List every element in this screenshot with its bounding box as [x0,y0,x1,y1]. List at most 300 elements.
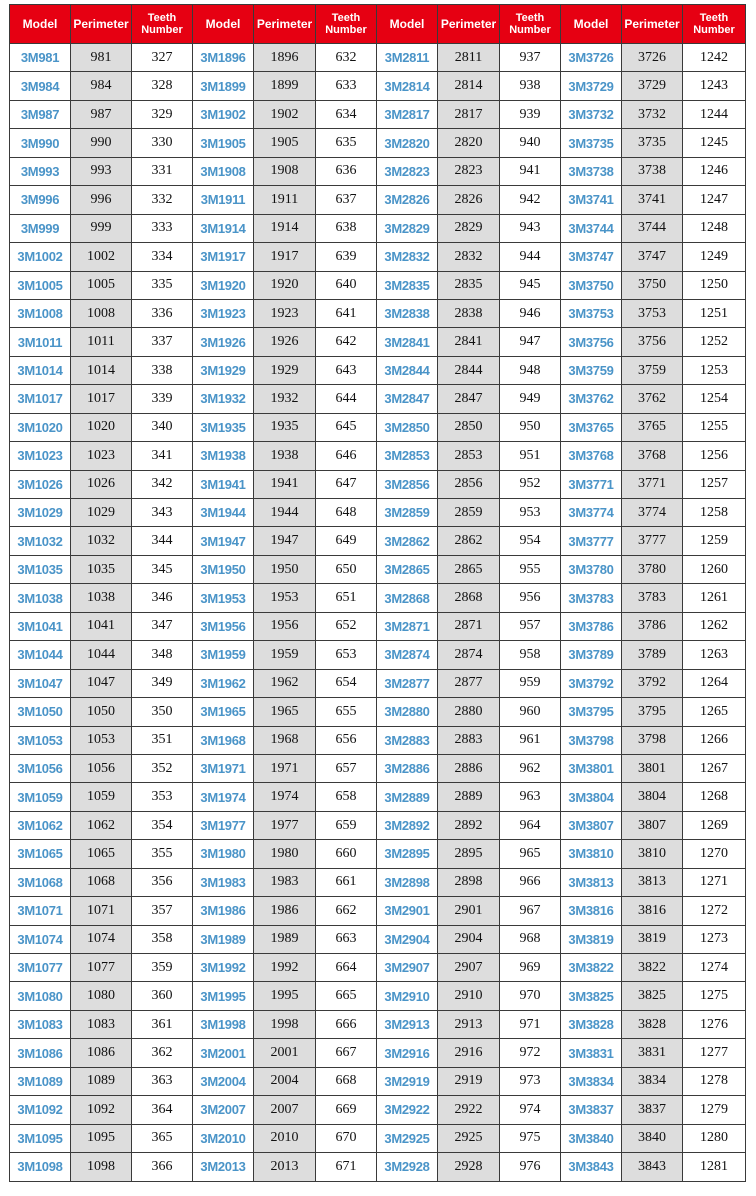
model-cell: 3M1899 [193,72,254,100]
model-cell: 3M2871 [377,612,438,640]
perimeter-cell: 2910 [438,982,500,1010]
teeth-number-cell: 332 [132,186,193,214]
model-cell: 3M1992 [193,954,254,982]
model-cell: 3M3732 [561,100,622,128]
table-row [10,1124,746,1152]
model-cell: 3M1947 [193,527,254,555]
table-row [10,669,746,697]
perimeter-cell: 2901 [438,897,500,925]
perimeter-cell: 1005 [71,271,132,299]
teeth-number-cell: 347 [132,612,193,640]
model-cell: 3M1968 [193,726,254,754]
teeth-number-cell: 954 [500,527,561,555]
model-cell: 3M3759 [561,356,622,384]
model-cell: 3M2823 [377,157,438,185]
model-cell: 3M2913 [377,1010,438,1038]
model-cell: 3M996 [10,186,71,214]
model-cell: 3M1950 [193,555,254,583]
model-cell: 3M1908 [193,157,254,185]
teeth-number-cell: 649 [316,527,377,555]
table-row [10,868,746,896]
perimeter-cell: 990 [71,129,132,157]
teeth-number-cell: 1266 [683,726,746,754]
perimeter-cell: 2889 [438,783,500,811]
table-row [10,925,746,953]
perimeter-cell: 3825 [622,982,683,1010]
model-cell: 3M1932 [193,385,254,413]
teeth-number-cell: 365 [132,1124,193,1152]
model-cell: 3M1905 [193,129,254,157]
perimeter-cell: 2820 [438,129,500,157]
perimeter-cell: 3780 [622,555,683,583]
teeth-number-cell: 1276 [683,1010,746,1038]
teeth-number-cell: 363 [132,1067,193,1095]
model-cell: 3M3816 [561,897,622,925]
perimeter-cell: 3759 [622,356,683,384]
perimeter-cell: 3744 [622,214,683,242]
model-cell: 3M1998 [193,1010,254,1038]
perimeter-cell: 2007 [254,1096,316,1124]
table-row [10,328,746,356]
perimeter-cell: 3750 [622,271,683,299]
perimeter-cell: 1962 [254,669,316,697]
model-cell: 3M3813 [561,868,622,896]
header-perimeter: Perimeter [622,5,683,44]
perimeter-cell: 1923 [254,299,316,327]
model-cell: 3M2013 [193,1153,254,1181]
teeth-number-cell: 938 [500,72,561,100]
model-cell: 3M1944 [193,499,254,527]
model-cell: 3M2850 [377,413,438,441]
perimeter-cell: 1038 [71,584,132,612]
perimeter-cell: 3735 [622,129,683,157]
teeth-number-cell: 646 [316,442,377,470]
perimeter-cell: 1065 [71,840,132,868]
model-cell: 3M1080 [10,982,71,1010]
perimeter-cell: 2874 [438,641,500,669]
model-cell: 3M1083 [10,1010,71,1038]
perimeter-cell: 2838 [438,299,500,327]
model-cell: 3M1068 [10,868,71,896]
perimeter-cell: 1077 [71,954,132,982]
perimeter-cell: 3837 [622,1096,683,1124]
table-row [10,186,746,214]
teeth-number-cell: 351 [132,726,193,754]
teeth-number-cell: 364 [132,1096,193,1124]
model-cell: 3M1050 [10,698,71,726]
perimeter-cell: 1047 [71,669,132,697]
perimeter-cell: 996 [71,186,132,214]
teeth-number-cell: 1265 [683,698,746,726]
teeth-number-cell: 1261 [683,584,746,612]
model-cell: 3M2838 [377,299,438,327]
table-row [10,954,746,982]
teeth-number-cell: 352 [132,754,193,782]
model-cell: 3M1092 [10,1096,71,1124]
teeth-number-cell: 947 [500,328,561,356]
perimeter-cell: 1899 [254,72,316,100]
teeth-number-cell: 1274 [683,954,746,982]
teeth-number-cell: 637 [316,186,377,214]
perimeter-cell: 3729 [622,72,683,100]
model-cell: 3M3837 [561,1096,622,1124]
table-row [10,612,746,640]
teeth-number-cell: 959 [500,669,561,697]
teeth-number-cell: 944 [500,243,561,271]
model-cell: 3M2910 [377,982,438,1010]
model-cell: 3M1038 [10,584,71,612]
teeth-number-cell: 338 [132,356,193,384]
model-cell: 3M3792 [561,669,622,697]
perimeter-cell: 2853 [438,442,500,470]
perimeter-cell: 2907 [438,954,500,982]
teeth-number-cell: 662 [316,897,377,925]
model-cell: 3M1059 [10,783,71,811]
model-cell: 3M1086 [10,1039,71,1067]
perimeter-cell: 1086 [71,1039,132,1067]
perimeter-cell: 2841 [438,328,500,356]
model-cell: 3M3810 [561,840,622,868]
model-cell: 3M3840 [561,1124,622,1152]
perimeter-cell: 1929 [254,356,316,384]
teeth-number-cell: 1248 [683,214,746,242]
model-cell: 3M984 [10,72,71,100]
teeth-number-cell: 976 [500,1153,561,1181]
model-cell: 3M1911 [193,186,254,214]
model-cell: 3M3741 [561,186,622,214]
teeth-number-cell: 668 [316,1067,377,1095]
table-row [10,584,746,612]
model-cell: 3M1971 [193,754,254,782]
model-cell: 3M3795 [561,698,622,726]
teeth-number-cell: 634 [316,100,377,128]
perimeter-cell: 1074 [71,925,132,953]
teeth-number-cell: 1268 [683,783,746,811]
teeth-number-cell: 1244 [683,100,746,128]
header-teeth-number: Teeth Number [132,5,193,44]
teeth-number-cell: 968 [500,925,561,953]
teeth-number-cell: 958 [500,641,561,669]
model-cell: 3M1953 [193,584,254,612]
perimeter-cell: 987 [71,100,132,128]
perimeter-cell: 1014 [71,356,132,384]
teeth-number-cell: 670 [316,1124,377,1152]
teeth-number-cell: 348 [132,641,193,669]
teeth-number-cell: 974 [500,1096,561,1124]
teeth-number-cell: 1246 [683,157,746,185]
perimeter-cell: 1035 [71,555,132,583]
table-header-row [10,5,746,44]
teeth-number-cell: 661 [316,868,377,896]
perimeter-cell: 1041 [71,612,132,640]
model-cell: 3M3765 [561,413,622,441]
teeth-number-cell: 639 [316,243,377,271]
perimeter-cell: 1059 [71,783,132,811]
model-cell: 3M1920 [193,271,254,299]
teeth-number-cell: 350 [132,698,193,726]
table-row [10,243,746,271]
table-row [10,641,746,669]
teeth-number-cell: 335 [132,271,193,299]
teeth-number-cell: 1259 [683,527,746,555]
teeth-number-cell: 1279 [683,1096,746,1124]
perimeter-cell: 2925 [438,1124,500,1152]
table-row [10,299,746,327]
model-cell: 3M1986 [193,897,254,925]
header-teeth-number: Teeth Number [683,5,746,44]
table-row [10,897,746,925]
model-cell: 3M3786 [561,612,622,640]
belt-spec-table-container [9,4,746,1182]
model-cell: 3M2901 [377,897,438,925]
teeth-number-cell: 366 [132,1153,193,1181]
teeth-number-cell: 657 [316,754,377,782]
table-row [10,413,746,441]
teeth-number-cell: 1251 [683,299,746,327]
model-cell: 3M2898 [377,868,438,896]
perimeter-cell: 3732 [622,100,683,128]
table-row [10,271,746,299]
model-cell: 3M1098 [10,1153,71,1181]
teeth-number-cell: 341 [132,442,193,470]
teeth-number-cell: 1245 [683,129,746,157]
perimeter-cell: 3840 [622,1124,683,1152]
teeth-number-cell: 1260 [683,555,746,583]
teeth-number-cell: 336 [132,299,193,327]
model-cell: 3M3804 [561,783,622,811]
model-cell: 3M999 [10,214,71,242]
perimeter-cell: 1914 [254,214,316,242]
perimeter-cell: 1902 [254,100,316,128]
perimeter-cell: 1938 [254,442,316,470]
model-cell: 3M1956 [193,612,254,640]
table-row [10,470,746,498]
perimeter-cell: 3834 [622,1067,683,1095]
model-cell: 3M2886 [377,754,438,782]
table-row [10,555,746,583]
model-cell: 3M3819 [561,925,622,953]
teeth-number-cell: 966 [500,868,561,896]
perimeter-cell: 2829 [438,214,500,242]
table-row [10,982,746,1010]
teeth-number-cell: 346 [132,584,193,612]
model-cell: 3M2880 [377,698,438,726]
model-cell: 3M2883 [377,726,438,754]
model-cell: 3M1965 [193,698,254,726]
model-cell: 3M2010 [193,1124,254,1152]
teeth-number-cell: 656 [316,726,377,754]
teeth-number-cell: 1264 [683,669,746,697]
model-cell: 3M3756 [561,328,622,356]
teeth-number-cell: 1275 [683,982,746,1010]
model-cell: 3M1071 [10,897,71,925]
perimeter-cell: 1998 [254,1010,316,1038]
teeth-number-cell: 1247 [683,186,746,214]
perimeter-cell: 1920 [254,271,316,299]
model-cell: 3M1047 [10,669,71,697]
model-cell: 3M2841 [377,328,438,356]
teeth-number-cell: 361 [132,1010,193,1038]
teeth-number-cell: 973 [500,1067,561,1095]
teeth-number-cell: 948 [500,356,561,384]
table-row [10,385,746,413]
perimeter-cell: 1056 [71,754,132,782]
model-cell: 3M3825 [561,982,622,1010]
perimeter-cell: 1989 [254,925,316,953]
teeth-number-cell: 659 [316,811,377,839]
perimeter-cell: 1983 [254,868,316,896]
perimeter-cell: 2904 [438,925,500,953]
model-cell: 3M3807 [561,811,622,839]
teeth-number-cell: 333 [132,214,193,242]
teeth-number-cell: 950 [500,413,561,441]
perimeter-cell: 1932 [254,385,316,413]
model-cell: 3M1917 [193,243,254,271]
table-row [10,840,746,868]
model-cell: 3M993 [10,157,71,185]
model-cell: 3M1089 [10,1067,71,1095]
model-cell: 3M1002 [10,243,71,271]
model-cell: 3M2922 [377,1096,438,1124]
perimeter-cell: 1020 [71,413,132,441]
model-cell: 3M2817 [377,100,438,128]
teeth-number-cell: 665 [316,982,377,1010]
model-cell: 3M2916 [377,1039,438,1067]
model-cell: 3M1041 [10,612,71,640]
teeth-number-cell: 329 [132,100,193,128]
model-cell: 3M1008 [10,299,71,327]
table-row [10,157,746,185]
teeth-number-cell: 1252 [683,328,746,356]
teeth-number-cell: 962 [500,754,561,782]
teeth-number-cell: 1280 [683,1124,746,1152]
model-cell: 3M1974 [193,783,254,811]
perimeter-cell: 2844 [438,356,500,384]
model-cell: 3M1014 [10,356,71,384]
perimeter-cell: 2886 [438,754,500,782]
teeth-number-cell: 645 [316,413,377,441]
model-cell: 3M2892 [377,811,438,839]
teeth-number-cell: 967 [500,897,561,925]
teeth-number-cell: 1243 [683,72,746,100]
model-cell: 3M3843 [561,1153,622,1181]
model-cell: 3M1914 [193,214,254,242]
perimeter-cell: 1917 [254,243,316,271]
table-row [10,527,746,555]
perimeter-cell: 2862 [438,527,500,555]
teeth-number-cell: 1250 [683,271,746,299]
teeth-number-cell: 339 [132,385,193,413]
model-cell: 3M2001 [193,1039,254,1067]
table-row [10,698,746,726]
teeth-number-cell: 975 [500,1124,561,1152]
perimeter-cell: 1926 [254,328,316,356]
perimeter-cell: 2859 [438,499,500,527]
table-row [10,1153,746,1181]
perimeter-cell: 3726 [622,44,683,72]
teeth-number-cell: 653 [316,641,377,669]
teeth-number-cell: 636 [316,157,377,185]
teeth-number-cell: 667 [316,1039,377,1067]
teeth-number-cell: 960 [500,698,561,726]
model-cell: 3M2865 [377,555,438,583]
teeth-number-cell: 971 [500,1010,561,1038]
model-cell: 3M3738 [561,157,622,185]
teeth-number-cell: 658 [316,783,377,811]
teeth-number-cell: 663 [316,925,377,953]
teeth-number-cell: 945 [500,271,561,299]
model-cell: 3M3834 [561,1067,622,1095]
perimeter-cell: 2001 [254,1039,316,1067]
perimeter-cell: 1029 [71,499,132,527]
table-row [10,754,746,782]
model-cell: 3M2928 [377,1153,438,1181]
model-cell: 3M1032 [10,527,71,555]
perimeter-cell: 2010 [254,1124,316,1152]
model-cell: 3M3774 [561,499,622,527]
header-teeth-number: Teeth Number [500,5,561,44]
model-cell: 3M1023 [10,442,71,470]
teeth-number-cell: 1277 [683,1039,746,1067]
teeth-number-cell: 635 [316,129,377,157]
table-row [10,442,746,470]
model-cell: 3M1962 [193,669,254,697]
perimeter-cell: 2898 [438,868,500,896]
teeth-number-cell: 643 [316,356,377,384]
perimeter-cell: 2868 [438,584,500,612]
perimeter-cell: 3816 [622,897,683,925]
model-cell: 3M2844 [377,356,438,384]
perimeter-cell: 993 [71,157,132,185]
perimeter-cell: 2913 [438,1010,500,1038]
model-cell: 3M3753 [561,299,622,327]
teeth-number-cell: 1254 [683,385,746,413]
perimeter-cell: 1977 [254,811,316,839]
teeth-number-cell: 671 [316,1153,377,1181]
teeth-number-cell: 955 [500,555,561,583]
model-cell: 3M2862 [377,527,438,555]
model-cell: 3M1011 [10,328,71,356]
perimeter-cell: 2928 [438,1153,500,1181]
perimeter-cell: 2013 [254,1153,316,1181]
perimeter-cell: 2004 [254,1067,316,1095]
perimeter-cell: 1908 [254,157,316,185]
perimeter-cell: 1023 [71,442,132,470]
model-cell: 3M1983 [193,868,254,896]
teeth-number-cell: 642 [316,328,377,356]
perimeter-cell: 3810 [622,840,683,868]
teeth-number-cell: 660 [316,840,377,868]
header-model: Model [561,5,622,44]
teeth-number-cell: 664 [316,954,377,982]
model-cell: 3M3729 [561,72,622,100]
model-cell: 3M3798 [561,726,622,754]
teeth-number-cell: 951 [500,442,561,470]
teeth-number-cell: 349 [132,669,193,697]
perimeter-cell: 2871 [438,612,500,640]
perimeter-cell: 1971 [254,754,316,782]
teeth-number-cell: 353 [132,783,193,811]
model-cell: 3M3828 [561,1010,622,1038]
teeth-number-cell: 1253 [683,356,746,384]
teeth-number-cell: 964 [500,811,561,839]
perimeter-cell: 1092 [71,1096,132,1124]
header-perimeter: Perimeter [71,5,132,44]
model-cell: 3M1959 [193,641,254,669]
model-cell: 3M3762 [561,385,622,413]
teeth-number-cell: 939 [500,100,561,128]
model-cell: 3M2874 [377,641,438,669]
